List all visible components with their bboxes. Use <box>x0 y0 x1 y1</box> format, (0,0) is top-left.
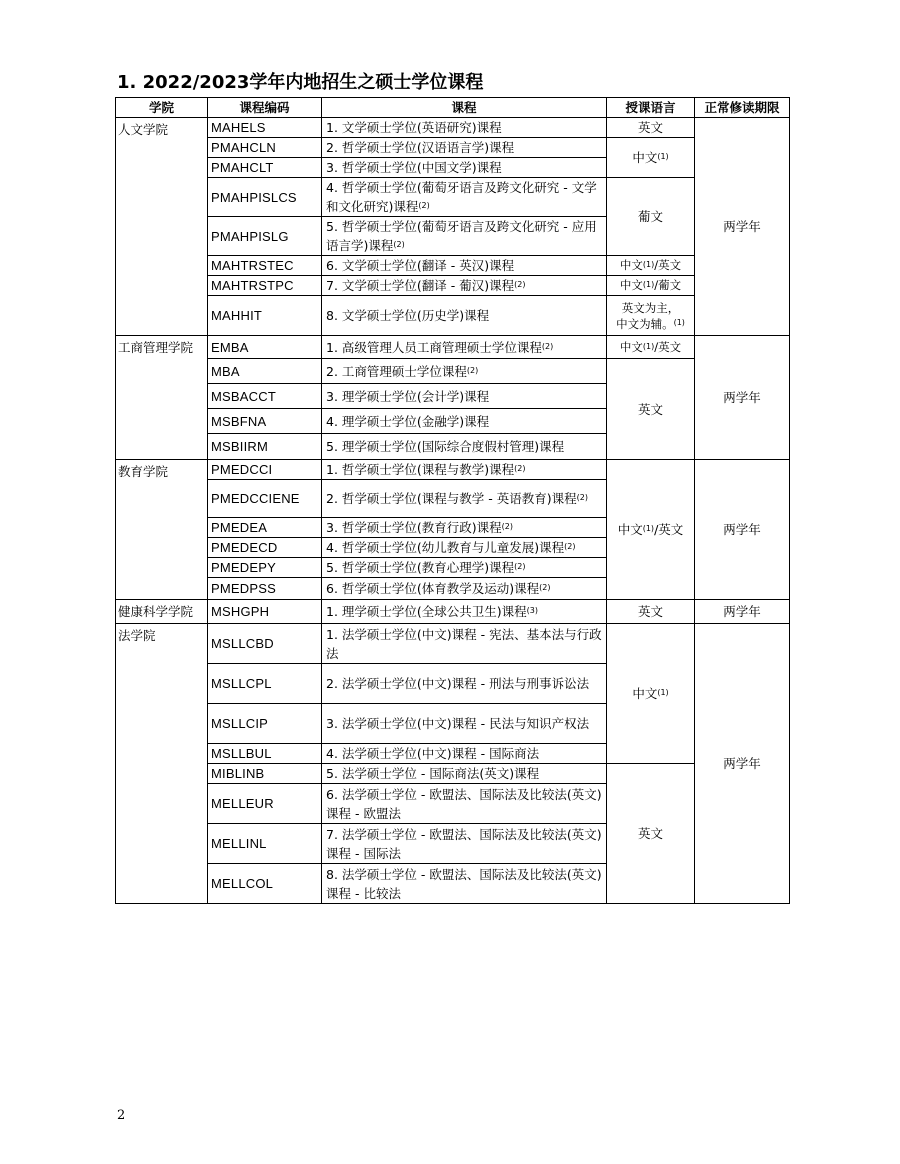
programme-table <box>115 97 790 904</box>
programme-cell: 2. 法学硕士学位(中文)课程 - 刑法与刑事诉讼法 <box>322 664 607 704</box>
programme-cell: 3. 哲学硕士学位(中国文学)课程 <box>322 158 607 178</box>
code-cell: MELLINL <box>208 824 322 864</box>
faculty-cell: 健康科学学院 <box>116 600 208 624</box>
language-cell: 中文$^{(1)}$ <box>607 138 695 178</box>
language-cell: 中文$^{(1)}$/葡文 <box>607 276 695 296</box>
table-row <box>116 764 790 784</box>
code-cell: PMEDEA <box>208 518 322 538</box>
header-language: 授课语言 <box>607 98 695 118</box>
code-cell: MSBFNA <box>208 409 322 434</box>
duration-cell: 两学年 <box>695 624 790 904</box>
duration-cell: 两学年 <box>695 460 790 600</box>
code-cell: MSLLCIP <box>208 704 322 744</box>
header-faculty: 学院 <box>116 98 208 118</box>
language-cell: 葡文 <box>607 178 695 256</box>
programme-cell: 6. 文学硕士学位(翻译 - 英汉)课程 <box>322 256 607 276</box>
language-cell: 中文$^{(1)}$/英文 <box>607 460 695 600</box>
code-cell: MBA <box>208 359 322 384</box>
code-cell: PMAHCLN <box>208 138 322 158</box>
code-cell: MELLCOL <box>208 864 322 904</box>
code-cell: PMAHCLT <box>208 158 322 178</box>
page-number: 2 <box>117 1108 126 1123</box>
code-cell: EMBA <box>208 336 322 359</box>
table-row <box>116 138 790 158</box>
header-programme: 课程 <box>322 98 607 118</box>
language-cell: 英文 <box>607 118 695 138</box>
code-cell: PMAHPISLCS <box>208 178 322 217</box>
language-cell: 英文 <box>607 600 695 624</box>
programme-cell: 6. 哲学硕士学位(体育教学及运动)课程$^{(2)}$ <box>322 578 607 600</box>
duration-cell: 两学年 <box>695 336 790 460</box>
programme-cell: 3. 法学硕士学位(中文)课程 - 民法与知识产权法 <box>322 704 607 744</box>
programme-cell: 1. 高级管理人员工商管理硕士学位课程$^{(2)}$ <box>322 336 607 359</box>
code-cell: MSHGPH <box>208 600 322 624</box>
programme-cell: 2. 工商管理硕士学位课程$^{(2)}$ <box>322 359 607 384</box>
programme-cell: 5. 法学硕士学位 - 国际商法(英文)课程 <box>322 764 607 784</box>
header-code: 课程编码 <box>208 98 322 118</box>
programme-cell: 1. 哲学硕士学位(课程与教学)课程$^{(2)}$ <box>322 460 607 480</box>
table-row <box>116 118 790 138</box>
table-row <box>116 460 790 480</box>
code-cell: MAHTRSTEC <box>208 256 322 276</box>
language-cell: 英文为主， 中文为辅。$^{(1)}$ <box>607 296 695 336</box>
programme-cell: 3. 理学硕士学位(会计学)课程 <box>322 384 607 409</box>
programme-cell: 4. 哲学硕士学位(葡萄牙语言及跨文化研究 - 文学和文化研究)课程$^{(2)}$ <box>322 178 607 217</box>
code-cell: PMEDPSS <box>208 578 322 600</box>
duration-cell: 两学年 <box>695 118 790 336</box>
language-cell: 中文$^{(1)}$ <box>607 624 695 764</box>
programme-cell: 1. 理学硕士学位(全球公共卫生)课程$^{(3)}$ <box>322 600 607 624</box>
page-title: 1. 2022/2023学年内地招生之硕士学位课程 <box>117 72 484 93</box>
programme-cell: 5. 理学硕士学位(国际综合度假村管理)课程 <box>322 434 607 460</box>
code-cell: MSBACCT <box>208 384 322 409</box>
code-cell: MELLEUR <box>208 784 322 824</box>
programme-cell: 8. 文学硕士学位(历史学)课程 <box>322 296 607 336</box>
code-cell: MSLLCPL <box>208 664 322 704</box>
code-cell: PMEDECD <box>208 538 322 558</box>
code-cell: MIBLINB <box>208 764 322 784</box>
programme-cell: 1. 文学硕士学位(英语研究)课程 <box>322 118 607 138</box>
faculty-cell: 工商管理学院 <box>116 336 208 460</box>
code-cell: MAHHIT <box>208 296 322 336</box>
code-cell: MAHTRSTPC <box>208 276 322 296</box>
table-row <box>116 624 790 664</box>
table-row <box>116 600 790 624</box>
programme-cell: 2. 哲学硕士学位(汉语语言学)课程 <box>322 138 607 158</box>
code-cell: MAHELS <box>208 118 322 138</box>
faculty-cell: 教育学院 <box>116 460 208 600</box>
table-header-row <box>116 98 790 118</box>
programme-cell: 4. 理学硕士学位(金融学)课程 <box>322 409 607 434</box>
faculty-cell: 人文学院 <box>116 118 208 336</box>
code-cell: PMEDCCI <box>208 460 322 480</box>
table-row <box>116 178 790 217</box>
table-row <box>116 359 790 384</box>
programme-cell: 6. 法学硕士学位 - 欧盟法、国际法及比较法(英文)课程 - 欧盟法 <box>322 784 607 824</box>
programme-cell: 1. 法学硕士学位(中文)课程 - 宪法、基本法与行政法 <box>322 624 607 664</box>
duration-cell: 两学年 <box>695 600 790 624</box>
code-cell: PMAHPISLG <box>208 217 322 256</box>
table-row <box>116 276 790 296</box>
programme-cell: 2. 哲学硕士学位(课程与教学 - 英语教育)课程$^{(2)}$ <box>322 480 607 518</box>
language-cell: 英文 <box>607 359 695 460</box>
programme-cell: 4. 法学硕士学位(中文)课程 - 国际商法 <box>322 744 607 764</box>
language-cell: 英文 <box>607 764 695 904</box>
programme-cell: 3. 哲学硕士学位(教育行政)课程$^{(2)}$ <box>322 518 607 538</box>
table-row <box>116 336 790 359</box>
code-cell: MSLLCBD <box>208 624 322 664</box>
header-duration: 正常修读期限 <box>695 98 790 118</box>
programme-cell: 7. 法学硕士学位 - 欧盟法、国际法及比较法(英文)课程 - 国际法 <box>322 824 607 864</box>
programme-cell: 5. 哲学硕士学位(葡萄牙语言及跨文化研究 - 应用语言学)课程$^{(2)}$ <box>322 217 607 256</box>
programme-cell: 5. 哲学硕士学位(教育心理学)课程$^{(2)}$ <box>322 558 607 578</box>
table-row <box>116 256 790 276</box>
code-cell: MSBIIRM <box>208 434 322 460</box>
code-cell: PMEDEPY <box>208 558 322 578</box>
language-cell: 中文$^{(1)}$/英文 <box>607 256 695 276</box>
programme-cell: 7. 文学硕士学位(翻译 - 葡汉)课程$^{(2)}$ <box>322 276 607 296</box>
faculty-cell: 法学院 <box>116 624 208 904</box>
code-cell: MSLLBUL <box>208 744 322 764</box>
language-cell: 中文$^{(1)}$/英文 <box>607 336 695 359</box>
table-row <box>116 296 790 336</box>
programme-cell: 8. 法学硕士学位 - 欧盟法、国际法及比较法(英文)课程 - 比较法 <box>322 864 607 904</box>
code-cell: PMEDCCIENE <box>208 480 322 518</box>
programme-cell: 4. 哲学硕士学位(幼儿教育与儿童发展)课程$^{(2)}$ <box>322 538 607 558</box>
